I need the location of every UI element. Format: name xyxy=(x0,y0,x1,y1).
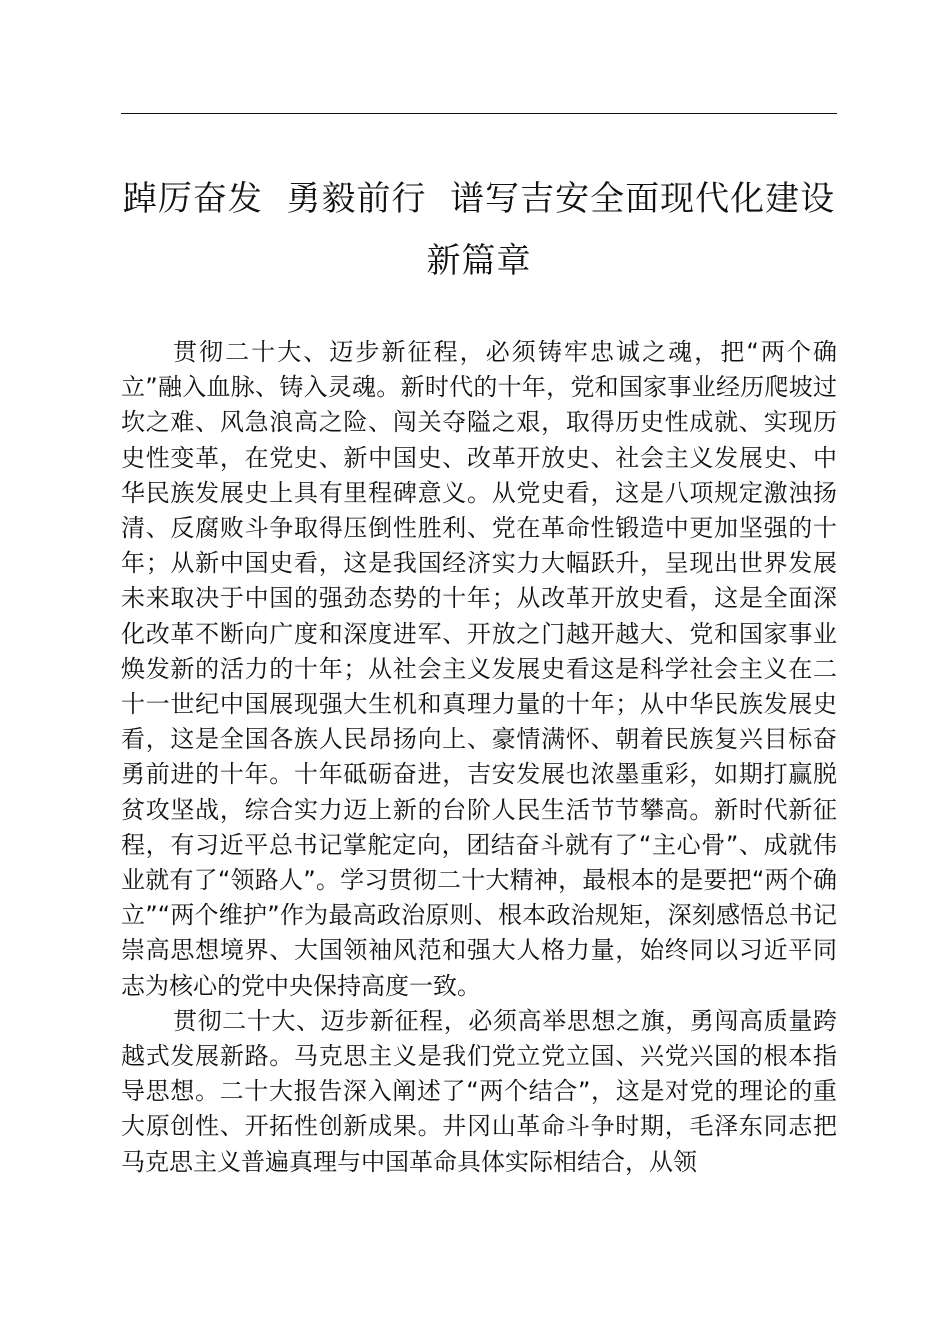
title-line-2: 新篇章 xyxy=(426,241,532,281)
paragraph-1: 贯彻二十大、迈步新征程，必须铸牢忠诚之魂，把“两个确立”融入血脉、铸入灵魂。新时代的十年，党和国家事业经历爬坡过坎之难、风急浪高之险、闯关夺隘之艰，取得历史性成就、实现历史性变革，在党史、新中国史、改革开放史、社会主义发展史、中华民族发展史上具有里程碑意义。从党史看，这是八项规定激浊扬清、反腐败斗争取得压倒性胜利、党在革命性锻造中更加坚强的十年；从新中国史看，这是我国经济实力大幅跃升，呈现出世界发展未来取决于中国的强劲态势的十年；从改革开放史看，这是全面深化改革不断向广度和深度进军、开放之门越开越大、党和国家事业焕发新的活力的十年；从社会主义发展史看这是科学社会主义在二十一世纪中国展现强大生机和真理力量的十年；从中华民族发展史看，这是全国各族人民昂扬向上、豪情满怀、朝着民族复兴目标奋勇前进的十年。十年砥砺奋进，吉安发展也浓墨重彩，如期打赢脱贫攻坚战，综合实力迈上新的台阶人民生活节节攀高。新时代新征程，有习近平总书记掌舵定向，团结奋斗就有了“主心骨”、成就伟业就有了“领路人”。学习贯彻二十大精神，最根本的是要把“两个确立”“两个维护”作为最高政治原则、根本政治规矩，深刻感悟总书记崇高思想境界、大国领袖风范和强大人格力量，始终同以习近平同志为核心的党中央保持高度一致。 xyxy=(121,338,837,1000)
document-title xyxy=(110,168,848,292)
header-rule xyxy=(121,113,837,114)
article-body xyxy=(121,335,837,1180)
paragraph-2: 贯彻二十大、迈步新征程，必须高举思想之旗，勇闯高质量跨越式发展新路。马克思主义是我们党立党立国、兴党兴国的根本指导思想。二十大报告深入阐述了“两个结合”，这是对党的理论的重大原创性、开拓性创新成果。井冈山革命斗争时期，毛泽东同志把马克思主义普遍真理与中国革命具体实际相结合，从领 xyxy=(121,1006,837,1176)
title-line-1: 踔厉奋发 勇毅前行 谱写吉安全面现代化建设 xyxy=(122,179,836,219)
